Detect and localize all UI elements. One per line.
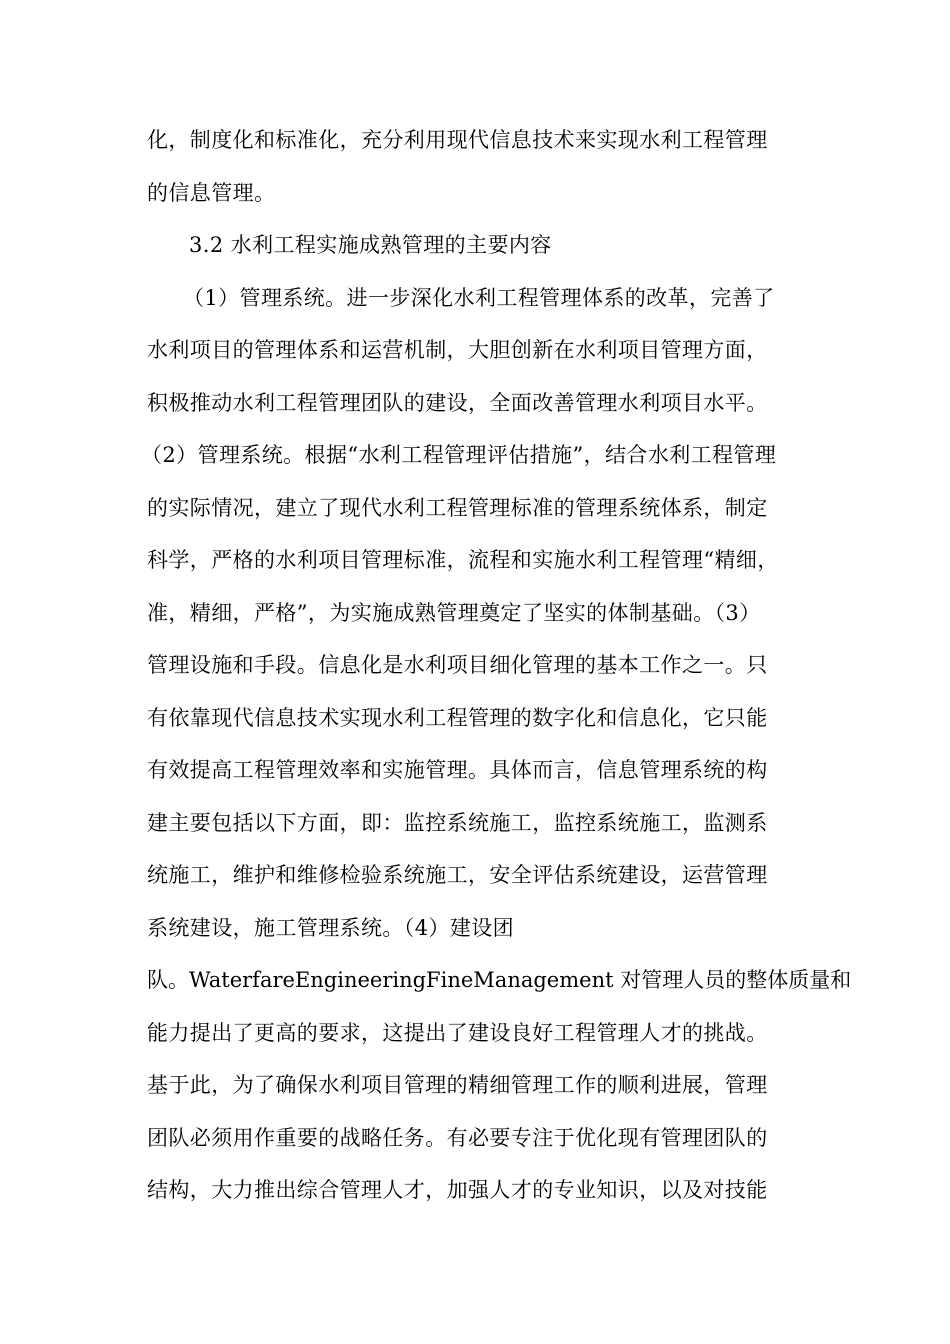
text-line: （2）管理系统。根据“水利工程管理评估措施”，结合水利工程管理 [141, 443, 777, 467]
text-line: 的信息管理。 [147, 180, 276, 205]
text-line: 准，精细，严格”，为实施成熟管理奠定了坚实的体制基础。（3） [147, 600, 761, 625]
text-line: 水利项目的管理体系和运营机制，大胆创新在水利项目管理方面， [147, 338, 768, 362]
text-line: 队。WaterfareEngineeringFineManagement 对管理人员的整体质量和 [147, 968, 852, 992]
text-line: 化，制度化和标准化，充分利用现代信息技术来实现水利工程管理 [147, 128, 768, 152]
text-line: 团队必须用作重要的战略任务。有必要专注于优化现有管理团队的 [147, 1125, 768, 1150]
text-line: 的实际情况，建立了现代水利工程管理标准的管理系统体系，制定 [147, 495, 768, 520]
text-line: 有依靠现代信息技术实现水利工程管理的数字化和信息化，它只能 [147, 705, 768, 730]
text-line: 积极推动水利工程管理团队的建设，全面改善管理水利项目水平。 [147, 390, 768, 415]
text-line: 科学，严格的水利项目管理标准，流程和实施水利工程管理“精细， [147, 548, 779, 572]
text-line: 建主要包括以下方面，即：监控系统施工，监控系统施工，监测系 [147, 810, 768, 835]
body-text [141, 114, 852, 1217]
text-line: 能力提出了更高的要求，这提出了建设良好工程管理人才的挑战。 [147, 1020, 768, 1045]
text-line: 基于此，为了确保水利项目管理的精细管理工作的顺利进展，管理 [147, 1073, 768, 1097]
text-line: 管理设施和手段。信息化是水利项目细化管理的基本工作之一。只 [147, 653, 768, 677]
text-line: 统施工，维护和维修检验系统施工，安全评估系统建设，运营管理 [147, 863, 768, 887]
text-line: （1）管理系统。进一步深化水利工程管理体系的改革，完善了 [183, 285, 775, 310]
text-line: 系统建设，施工管理系统。（4）建设团 [147, 915, 515, 940]
text-line: 有效提高工程管理效率和实施管理。具体而言，信息管理系统的构 [147, 758, 768, 782]
text-line: 结构，大力推出综合管理人才，加强人才的专业知识，以及对技能 [147, 1178, 768, 1202]
section-heading: 3.2 水利工程实施成熟管理的主要内容 [189, 233, 552, 257]
